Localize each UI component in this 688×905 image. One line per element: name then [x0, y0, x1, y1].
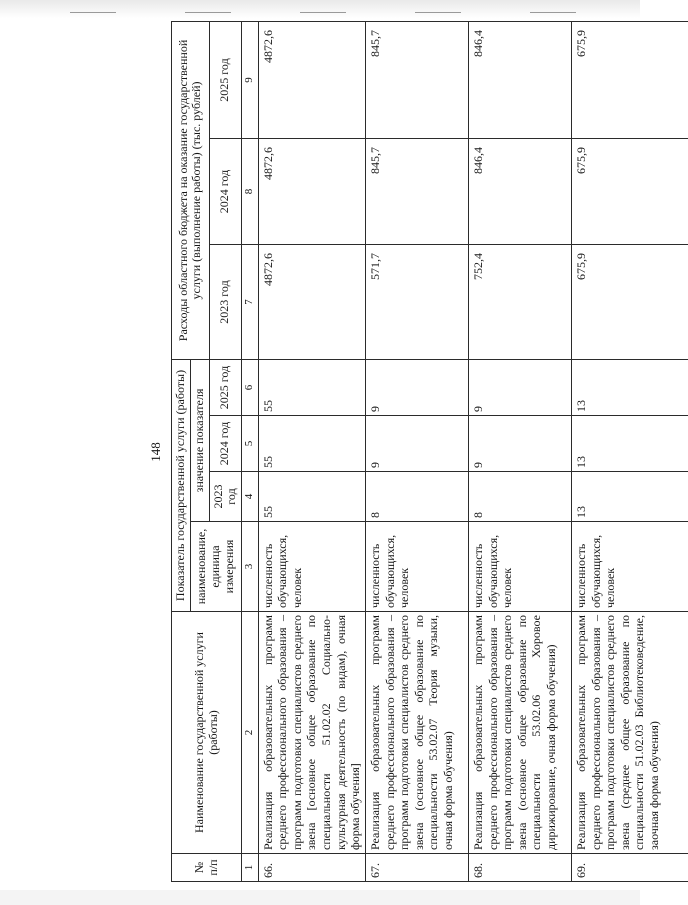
row-number: 69. — [571, 854, 688, 882]
scan-tick — [185, 12, 231, 13]
header-year: 2024 год — [209, 139, 242, 245]
scan-top-edge — [0, 0, 640, 18]
header-service-name: Наименование государственной услуги (работы) — [172, 612, 242, 854]
row-number: 66. — [258, 854, 365, 882]
row-number: 67. — [365, 854, 468, 882]
header-indicator: Показатель государственной услуги (работы) — [172, 360, 191, 612]
column-index: 1 — [242, 854, 258, 882]
row-number: 68. — [468, 854, 571, 882]
value-2024: 13 — [571, 416, 688, 472]
services-table — [171, 21, 688, 882]
expense-2024: 845,7 — [365, 139, 468, 245]
expense-2024: 846,4 — [468, 139, 571, 245]
value-2025: 13 — [571, 360, 688, 416]
scan-tick — [415, 12, 461, 13]
column-index: 9 — [242, 21, 258, 138]
value-2024: 55 — [258, 416, 365, 472]
column-index: 2 — [242, 612, 258, 854]
expense-2025: 4872,6 — [258, 21, 365, 138]
header-year: 2024 год — [209, 416, 242, 472]
expense-2025: 675,9 — [571, 21, 688, 138]
value-2024: 9 — [365, 416, 468, 472]
header-year: 2025 год — [209, 360, 242, 416]
scan-tick — [70, 12, 116, 13]
unit-cell: численность обучающихся, человек — [258, 522, 365, 612]
service-name: Реализация образовательных программ среднего профессионального образования – программ подготовки специалистов среднего звена [основное общее образование по специальности 51.02.02 Социально-культурная деятельность (по видам), очная форма обучения] — [258, 612, 365, 854]
expense-2025: 845,7 — [365, 21, 468, 138]
column-index: 3 — [242, 522, 258, 612]
column-index: 5 — [242, 416, 258, 472]
scan-bottom-edge — [0, 890, 640, 905]
expense-2023: 4872,6 — [258, 245, 365, 360]
unit-cell: численность обучающихся, человек — [571, 522, 688, 612]
value-2024: 9 — [468, 416, 571, 472]
expense-2023: 675,9 — [571, 245, 688, 360]
header-year: 2025 год — [209, 21, 242, 138]
table-row — [365, 21, 468, 881]
header-indicator-value: значение показателя — [190, 360, 209, 522]
column-index: 4 — [242, 472, 258, 522]
table-row — [258, 21, 365, 881]
table-row — [571, 21, 688, 881]
header-year: 2023 год — [209, 472, 242, 522]
rotated-page — [20, 22, 662, 882]
value-2025: 9 — [468, 360, 571, 416]
expense-2025: 846,4 — [468, 21, 571, 138]
value-2023: 55 — [258, 472, 365, 522]
expense-2023: 752,4 — [468, 245, 571, 360]
header-unit: наименование, единица измерения — [190, 522, 241, 612]
table-row — [468, 21, 571, 881]
value-2023: 8 — [468, 472, 571, 522]
header-year: 2023 год — [209, 245, 242, 360]
header-expenses: Расходы областного бюджета на оказание государственной услуги (выполнение работы) (тыс. рублей) — [172, 21, 210, 359]
column-index: 7 — [242, 245, 258, 360]
service-name: Реализация образовательных программ среднего профессионального образования – программ подготовки специалистов среднего звена (основное общее образование по специальности 53.02.07 Теория музыки, очная форма обучения) — [365, 612, 468, 854]
service-name: Реализация образовательных программ среднего профессионального образования – программ подготовки специалистов среднего звена (основное общее образование по специальности 53.02.06 Хоровое дирижирование, очная форма обучения) — [468, 612, 571, 854]
header-num: № п/п — [172, 854, 242, 882]
value-2025: 9 — [365, 360, 468, 416]
column-index: 8 — [242, 139, 258, 245]
column-index: 6 — [242, 360, 258, 416]
scan-tick — [300, 12, 346, 13]
unit-cell: численность обучающихся, человек — [365, 522, 468, 612]
scan-tick — [530, 12, 576, 13]
expense-2023: 571,7 — [365, 245, 468, 360]
page-number: 148 — [148, 442, 163, 462]
value-2023: 8 — [365, 472, 468, 522]
expense-2024: 675,9 — [571, 139, 688, 245]
expense-2024: 4872,6 — [258, 139, 365, 245]
service-name: Реализация образовательных программ среднего профессионального образования – программ подготовки специалистов среднего звена (среднее общее образование по специальности 51.02.03 Библиотековедение, заочная форма обучения) — [571, 612, 688, 854]
unit-cell: численность обучающихся, человек — [468, 522, 571, 612]
value-2025: 55 — [258, 360, 365, 416]
value-2023: 13 — [571, 472, 688, 522]
